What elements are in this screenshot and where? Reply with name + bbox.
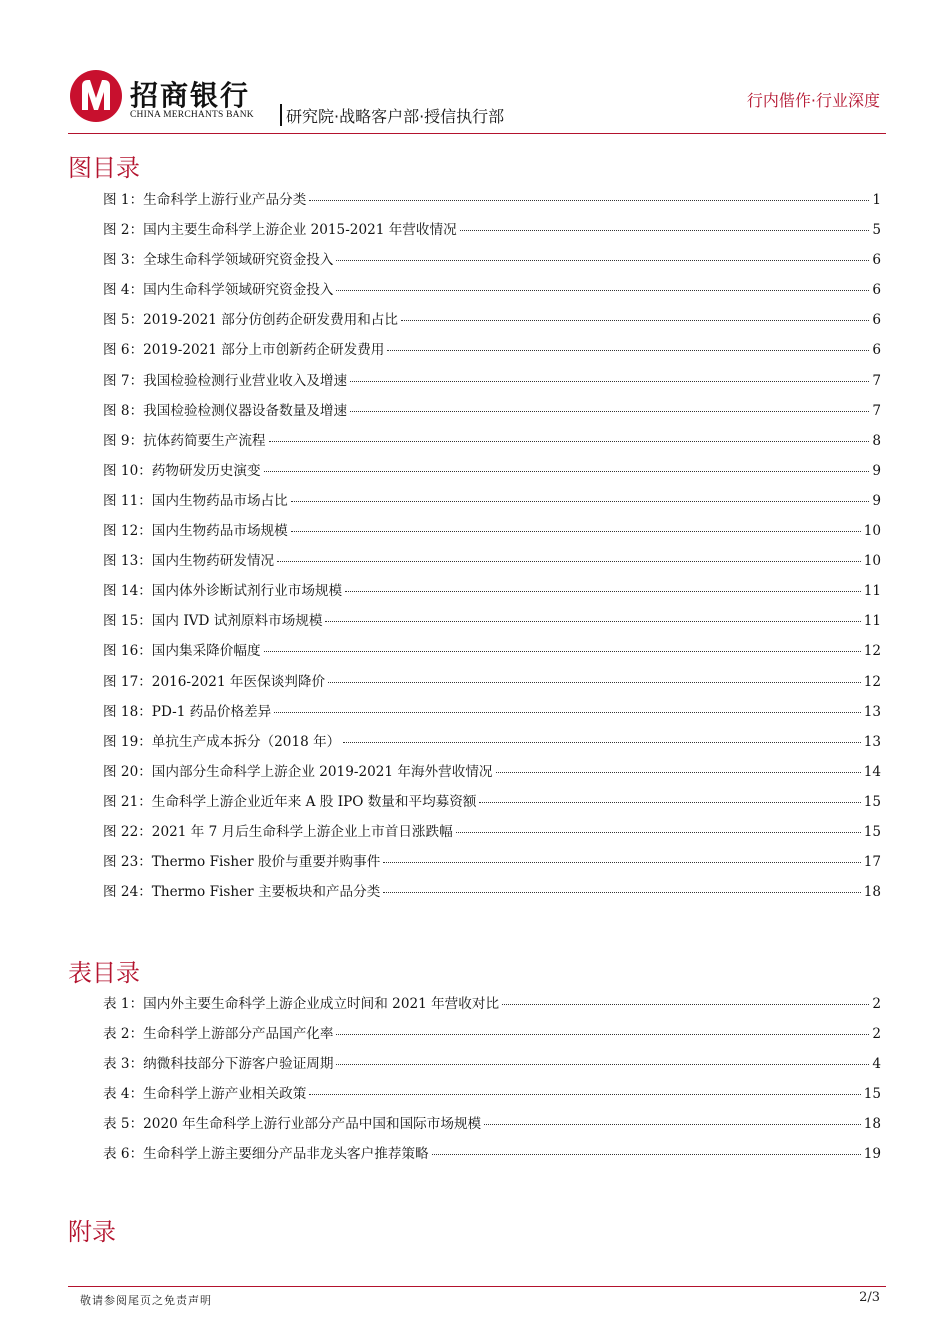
toc-leader-dots: [291, 531, 861, 532]
toc-entry-label: 图 1：生命科学上游行业产品分类: [103, 192, 307, 208]
toc-entry-label: 表 2：生命科学上游部分产品国产化率: [103, 1026, 334, 1043]
toc-leader-dots: [336, 260, 869, 261]
toc-entry-page: 13: [863, 703, 881, 720]
toc-entry-label: 表 5：2020 年生命科学上游行业部分产品中国和国际市场规模: [103, 1116, 482, 1133]
figure-toc-title: 图目录: [68, 154, 140, 182]
toc-entry-page: 6: [872, 342, 881, 359]
toc-entry-page: 7: [872, 402, 881, 419]
toc-entry[interactable]: [103, 248, 881, 278]
toc-entry-page: 18: [863, 1116, 881, 1133]
toc-entry-page: 5: [872, 222, 881, 239]
toc-entry-page: 13: [863, 733, 881, 750]
toc-entry[interactable]: [103, 700, 881, 730]
toc-entry[interactable]: [103, 218, 881, 248]
toc-leader-dots: [456, 832, 861, 833]
toc-leader-dots: [277, 561, 861, 562]
toc-entry-page: 1: [872, 192, 881, 208]
toc-leader-dots: [343, 742, 860, 743]
toc-entry-page: 18: [863, 884, 881, 901]
toc-entry-label: 图 10：药物研发历史演变: [103, 462, 261, 479]
toc-leader-dots: [387, 350, 869, 351]
table-toc-title: 表目录: [68, 959, 140, 987]
footer-rule: [68, 1286, 886, 1287]
toc-entry-label: 图 15：国内 IVD 试剂原料市场规模: [103, 613, 323, 630]
toc-leader-dots: [484, 1124, 861, 1125]
toc-leader-dots: [350, 381, 869, 382]
toc-entry-page: 11: [863, 613, 881, 630]
toc-entry-page: 15: [863, 793, 881, 810]
toc-entry-page: 7: [872, 372, 881, 389]
header-rule: [68, 133, 886, 134]
toc-entry-label: 图 24：Thermo Fisher 主要板块和产品分类: [103, 884, 381, 901]
toc-leader-dots: [336, 1034, 869, 1035]
toc-entry[interactable]: [103, 1052, 881, 1082]
toc-entry-label: 图 2：国内主要生命科学上游企业 2015-2021 年营收情况: [103, 222, 457, 239]
toc-entry-label: 图 9：抗体药简要生产流程: [103, 432, 266, 449]
table-toc-list: [103, 992, 881, 1173]
toc-entry[interactable]: [103, 730, 881, 760]
toc-entry[interactable]: [103, 609, 881, 639]
toc-leader-dots: [274, 712, 860, 713]
toc-entry[interactable]: [103, 790, 881, 820]
page-header: [68, 68, 886, 134]
toc-entry-page: 12: [863, 643, 881, 660]
toc-entry[interactable]: [103, 579, 881, 609]
toc-leader-dots: [309, 1094, 860, 1095]
toc-leader-dots: [479, 802, 860, 803]
toc-entry-label: 图 18：PD-1 药品价格差异: [103, 703, 272, 720]
toc-entry-label: 图 14：国内体外诊断试剂行业市场规模: [103, 583, 343, 600]
toc-leader-dots: [264, 471, 870, 472]
toc-leader-dots: [264, 651, 861, 652]
toc-entry-page: 12: [863, 673, 881, 690]
toc-entry-label: 图 6：2019-2021 部分上市创新药企研发费用: [103, 342, 385, 359]
cmb-logo-icon: [68, 68, 124, 124]
toc-entry-page: 9: [872, 492, 881, 509]
toc-entry[interactable]: [103, 519, 881, 549]
toc-entry-label: 图 13：国内生物药研发情况: [103, 553, 275, 570]
toc-entry[interactable]: [103, 549, 881, 579]
toc-leader-dots: [309, 200, 869, 201]
toc-leader-dots: [345, 591, 861, 592]
toc-leader-dots: [502, 1004, 869, 1005]
toc-entry-label: 图 12：国内生物药品市场规模: [103, 523, 288, 540]
toc-entry-label: 表 1：国内外主要生命科学上游企业成立时间和 2021 年营收对比: [103, 996, 500, 1012]
toc-leader-dots: [496, 772, 861, 773]
toc-entry-label: 图 3：全球生命科学领域研究资金投入: [103, 252, 334, 269]
toc-entry[interactable]: [103, 850, 881, 880]
toc-entry-label: 图 20：国内部分生命科学上游企业 2019-2021 年海外营收情况: [103, 763, 493, 780]
document-type-label: 行内偕作·行业深度: [746, 91, 880, 110]
department-label: 研究院·战略客户部·授信执行部: [286, 107, 505, 126]
toc-entry[interactable]: [103, 399, 881, 429]
toc-entry-page: 6: [872, 252, 881, 269]
toc-entry-label: 图 11：国内生物药品市场占比: [103, 492, 288, 509]
toc-entry-label: 表 4：生命科学上游产业相关政策: [103, 1086, 307, 1103]
toc-entry[interactable]: [103, 1022, 881, 1052]
toc-entry-page: 2: [872, 1026, 881, 1043]
toc-entry-label: 图 4：国内生命科学领域研究资金投入: [103, 282, 334, 299]
toc-entry-label: 图 21：生命科学上游企业近年来 A 股 IPO 数量和平均募资额: [103, 793, 477, 810]
toc-entry[interactable]: [103, 880, 881, 910]
toc-entry-page: 15: [863, 823, 881, 840]
toc-entry-page: 4: [872, 1056, 881, 1073]
toc-entry-label: 图 7：我国检验检测行业营业收入及增速: [103, 372, 348, 389]
toc-entry[interactable]: [103, 1112, 881, 1142]
toc-leader-dots: [328, 682, 861, 683]
toc-leader-dots: [383, 862, 860, 863]
toc-entry-label: 图 17：2016-2021 年医保谈判降价: [103, 673, 326, 690]
disclaimer-note: 敬请参阅尾页之免责声明: [80, 1294, 212, 1307]
brand-name-cn: 招商银行: [130, 79, 251, 112]
toc-entry-page: 10: [863, 553, 881, 570]
toc-entry-page: 9: [872, 462, 881, 479]
toc-entry[interactable]: [103, 338, 881, 368]
toc-leader-dots: [432, 1154, 861, 1155]
toc-entry[interactable]: [103, 820, 881, 850]
toc-leader-dots: [291, 501, 870, 502]
toc-entry[interactable]: [103, 992, 881, 1022]
toc-entry[interactable]: [103, 188, 881, 218]
page-number: 2/3: [859, 1290, 880, 1305]
toc-entry-label: 表 3：纳微科技部分下游客户验证周期: [103, 1056, 334, 1073]
toc-entry-label: 图 5：2019-2021 部分仿创药企研发费用和占比: [103, 312, 398, 329]
toc-entry-page: 6: [872, 312, 881, 329]
appendix-title: 附录: [68, 1218, 116, 1246]
toc-entry-page: 2: [872, 996, 881, 1012]
toc-leader-dots: [336, 290, 869, 291]
brand-name-en: CHINA MERCHANTS BANK: [130, 110, 254, 120]
header-divider: [280, 104, 282, 126]
toc-entry-label: 图 23：Thermo Fisher 股价与重要并购事件: [103, 854, 381, 871]
toc-entry-page: 8: [872, 432, 881, 449]
toc-entry[interactable]: [103, 1142, 881, 1172]
toc-leader-dots: [325, 621, 860, 622]
toc-entry-page: 11: [863, 583, 881, 600]
toc-leader-dots: [383, 892, 860, 893]
toc-entry-page: 15: [863, 1086, 881, 1103]
toc-entry[interactable]: [103, 489, 881, 519]
toc-entry-page: 19: [863, 1146, 881, 1163]
toc-entry-label: 表 6：生命科学上游主要细分产品非龙头客户推荐策略: [103, 1146, 429, 1163]
toc-entry-label: 图 16：国内集采降价幅度: [103, 643, 261, 660]
toc-entry[interactable]: [103, 670, 881, 700]
toc-entry-page: 14: [863, 763, 881, 780]
toc-entry[interactable]: [103, 760, 881, 790]
toc-entry[interactable]: [103, 429, 881, 459]
toc-entry-page: 10: [863, 523, 881, 540]
toc-entry[interactable]: [103, 459, 881, 489]
toc-entry-label: 图 19：单抗生产成本拆分（2018 年）: [103, 733, 341, 750]
toc-leader-dots: [401, 320, 869, 321]
toc-entry-label: 图 8：我国检验检测仪器设备数量及增速: [103, 402, 348, 419]
toc-entry[interactable]: [103, 278, 881, 308]
toc-leader-dots: [350, 411, 869, 412]
toc-entry-page: 6: [872, 282, 881, 299]
toc-leader-dots: [460, 230, 870, 231]
figure-toc-list: [103, 188, 881, 910]
toc-entry[interactable]: [103, 1082, 881, 1112]
toc-entry[interactable]: [103, 369, 881, 399]
toc-entry-label: 图 22：2021 年 7 月后生命科学上游企业上市首日涨跌幅: [103, 823, 453, 840]
toc-leader-dots: [269, 441, 870, 442]
toc-leader-dots: [336, 1064, 869, 1065]
toc-entry[interactable]: [103, 639, 881, 669]
toc-entry[interactable]: [103, 308, 881, 338]
toc-entry-page: 17: [863, 854, 881, 871]
